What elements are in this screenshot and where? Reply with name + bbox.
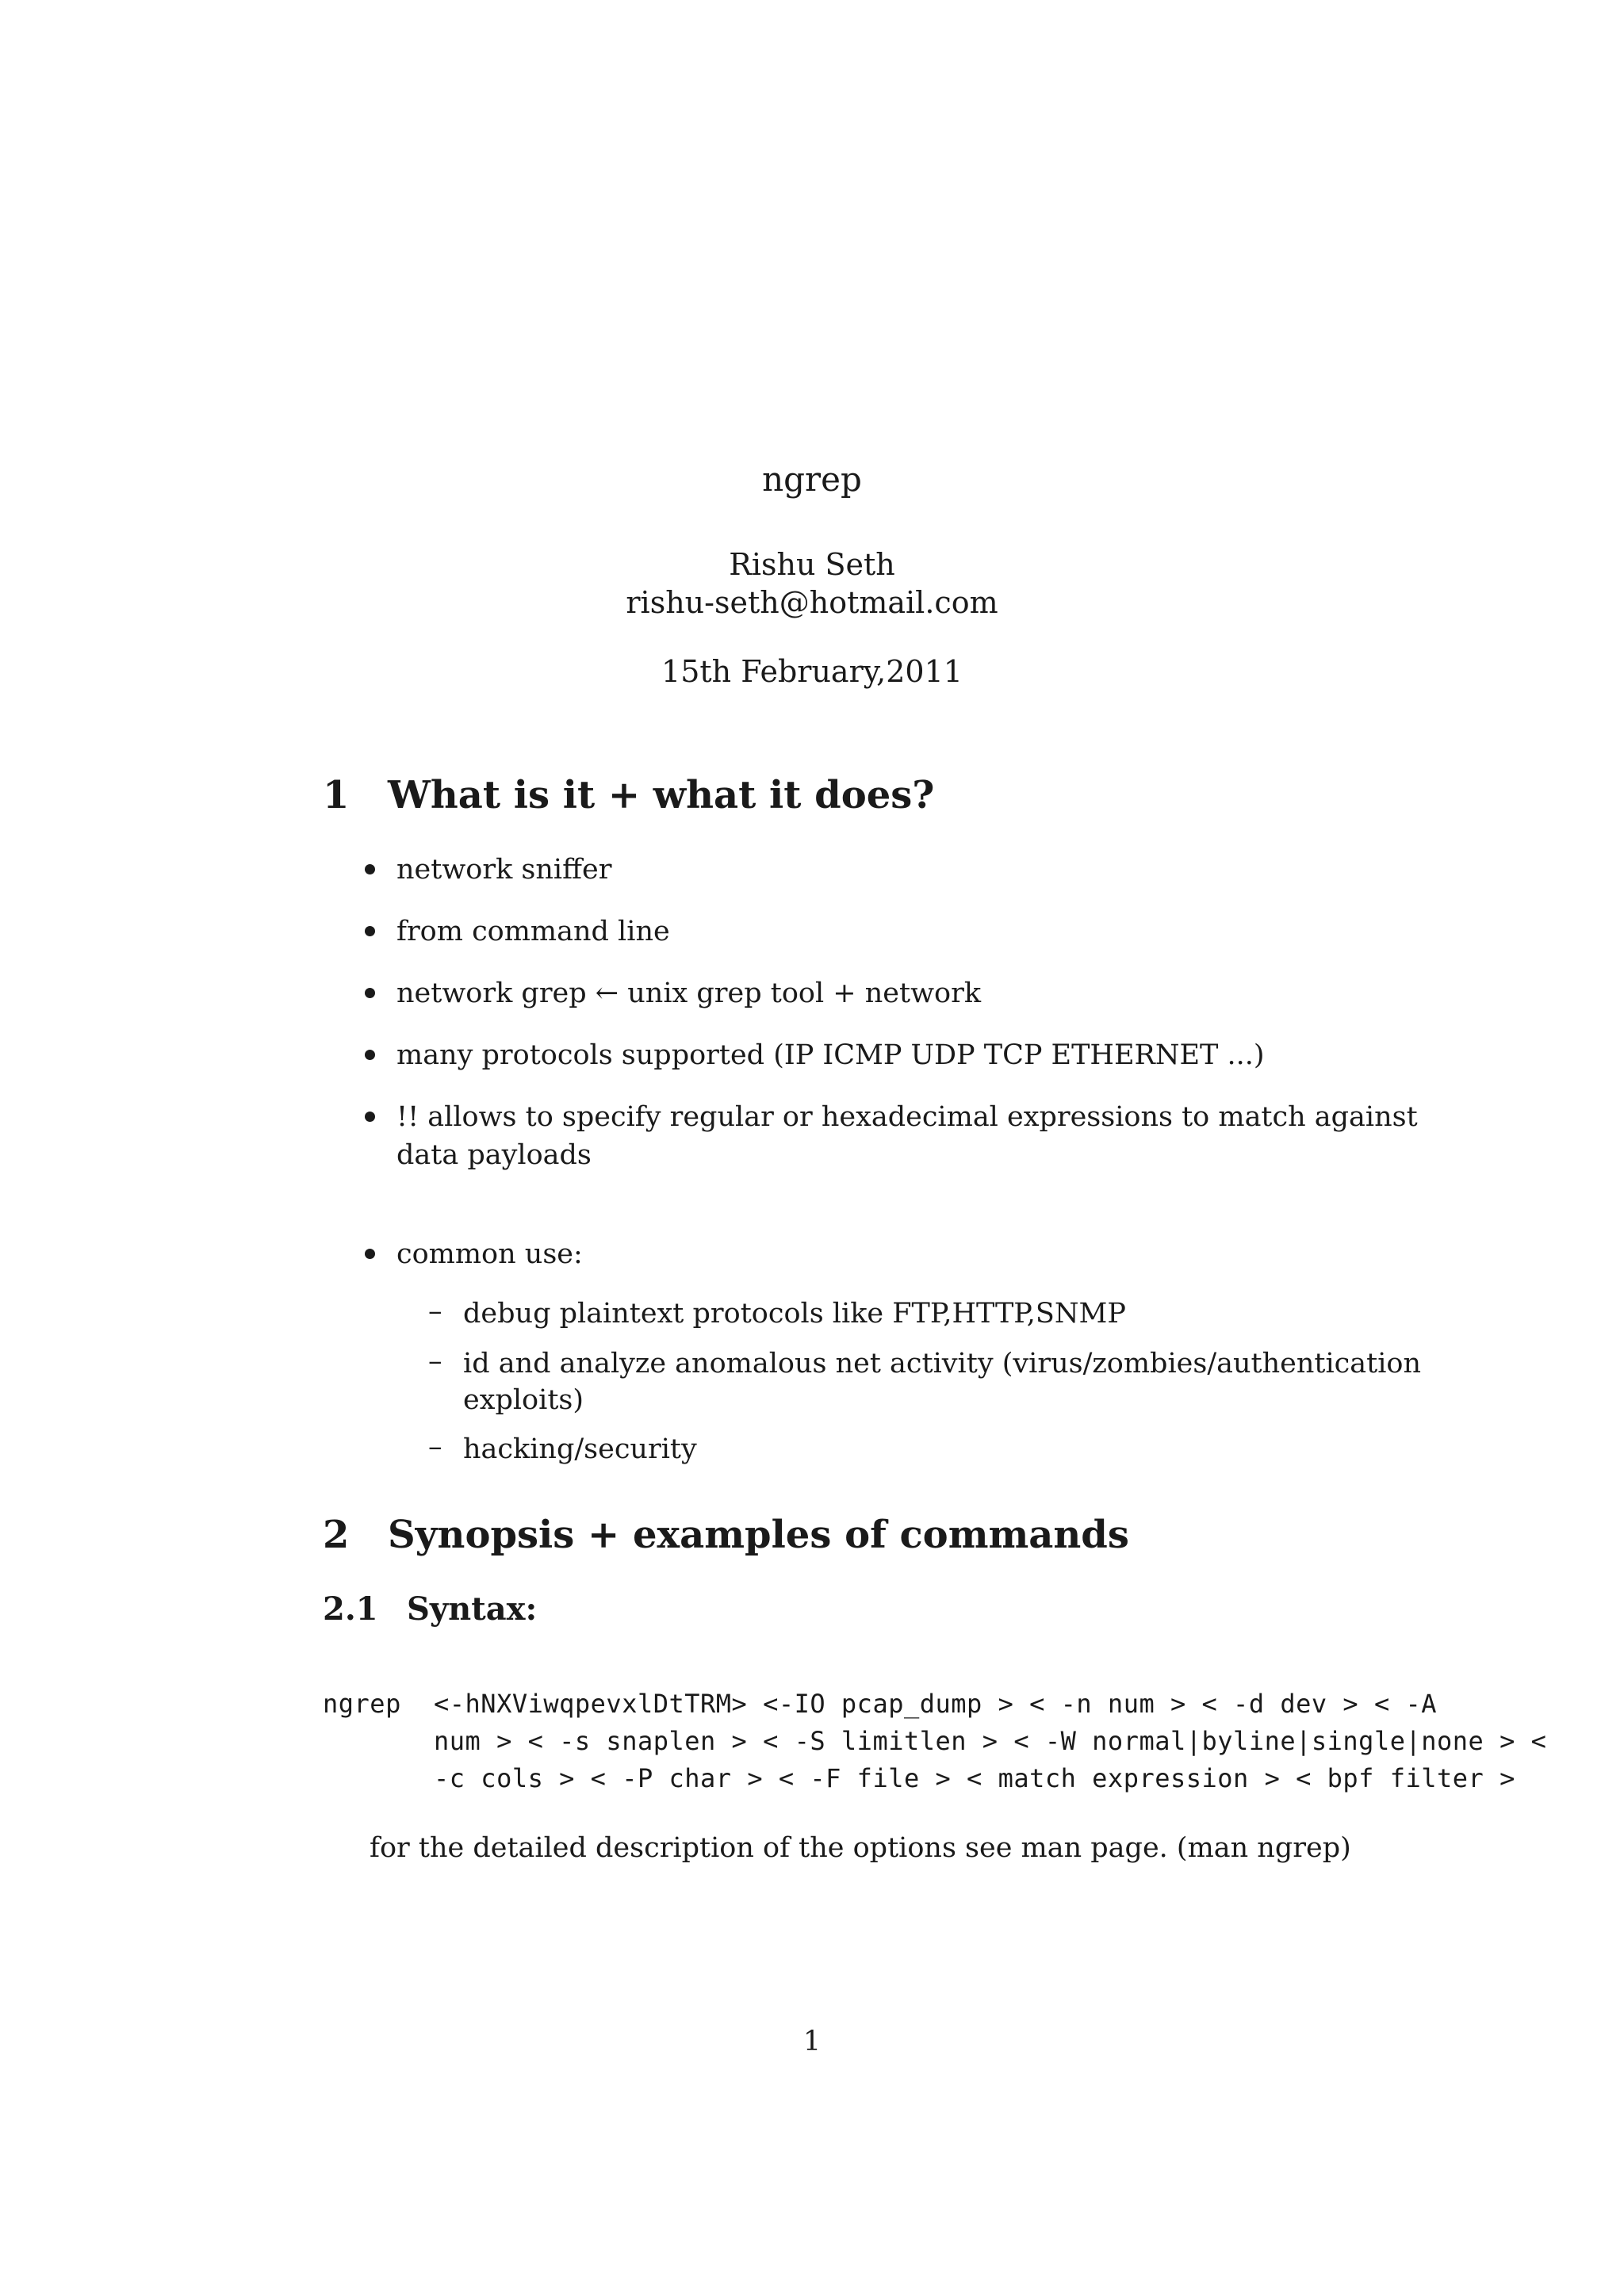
bullet-icon — [365, 926, 375, 936]
bullet-icon — [365, 1050, 375, 1060]
document-date: 15th February,2011 — [661, 654, 963, 689]
section-2-title: Synopsis + examples of commands — [388, 1513, 1129, 1557]
bullet-icon — [365, 1249, 375, 1259]
section-1-title: What is it + what it does? — [388, 773, 935, 817]
list-item-text: from command line — [396, 916, 670, 947]
section-1-number: 1 — [323, 773, 350, 817]
author-email: rishu-seth@hotmail.com — [626, 585, 998, 620]
syntax-line: <-hNXViwqpevxlDtTRM> <-IO pcap_dump > < -n num > < -d dev > < -A — [434, 1689, 1437, 1719]
man-page-note: for the detailed description of the options see man page. (man ngrep) — [370, 1832, 1351, 1864]
bullet-icon — [365, 1112, 375, 1122]
section-1-heading — [323, 773, 934, 817]
list-item-text-continued: data payloads — [396, 1139, 592, 1171]
list-item-text: common use: — [396, 1238, 583, 1270]
syntax-line: -c cols > < -P char > < -F file > < match expression > < bpf filter > — [434, 1763, 1515, 1793]
page-number: 1 — [802, 2026, 822, 2057]
sub-list-item-text: id and analyze anomalous net activity (virus/zombies/authentication — [463, 1348, 1421, 1380]
sub-list-item-text: hacking/security — [463, 1433, 697, 1465]
list-item-text: network sniffer — [396, 854, 612, 886]
subsection-2-1-heading — [323, 1590, 537, 1628]
syntax-line: num > < -s snaplen > < -S limitlen > < -W normal|byline|single|none > < — [434, 1726, 1547, 1756]
dash-icon: – — [428, 1295, 442, 1327]
bullet-icon — [365, 988, 375, 998]
subsection-2-1-number: 2.1 — [323, 1590, 378, 1628]
subsection-2-1-title: Syntax: — [407, 1590, 538, 1628]
list-item-text: !! allows to specify regular or hexadecimal expressions to match against — [396, 1101, 1418, 1133]
list-item-text: many protocols supported (IP ICMP UDP TCP ETHERNET ...) — [396, 1039, 1265, 1071]
sub-list-item-text-continued: exploits) — [463, 1384, 584, 1416]
dash-icon: – — [428, 1431, 442, 1463]
bullet-icon — [365, 864, 375, 874]
document-title: ngrep — [762, 460, 862, 499]
sub-list-item-text: debug plaintext protocols like FTP,HTTP,SNMP — [463, 1298, 1126, 1330]
list-item-text: network grep ← unix grep tool + network — [396, 978, 982, 1009]
section-2-heading — [323, 1513, 1129, 1557]
command-name: ngrep — [323, 1689, 401, 1719]
section-2-number: 2 — [323, 1513, 350, 1557]
author-name: Rishu Seth — [729, 547, 895, 582]
dash-icon: – — [428, 1345, 442, 1377]
